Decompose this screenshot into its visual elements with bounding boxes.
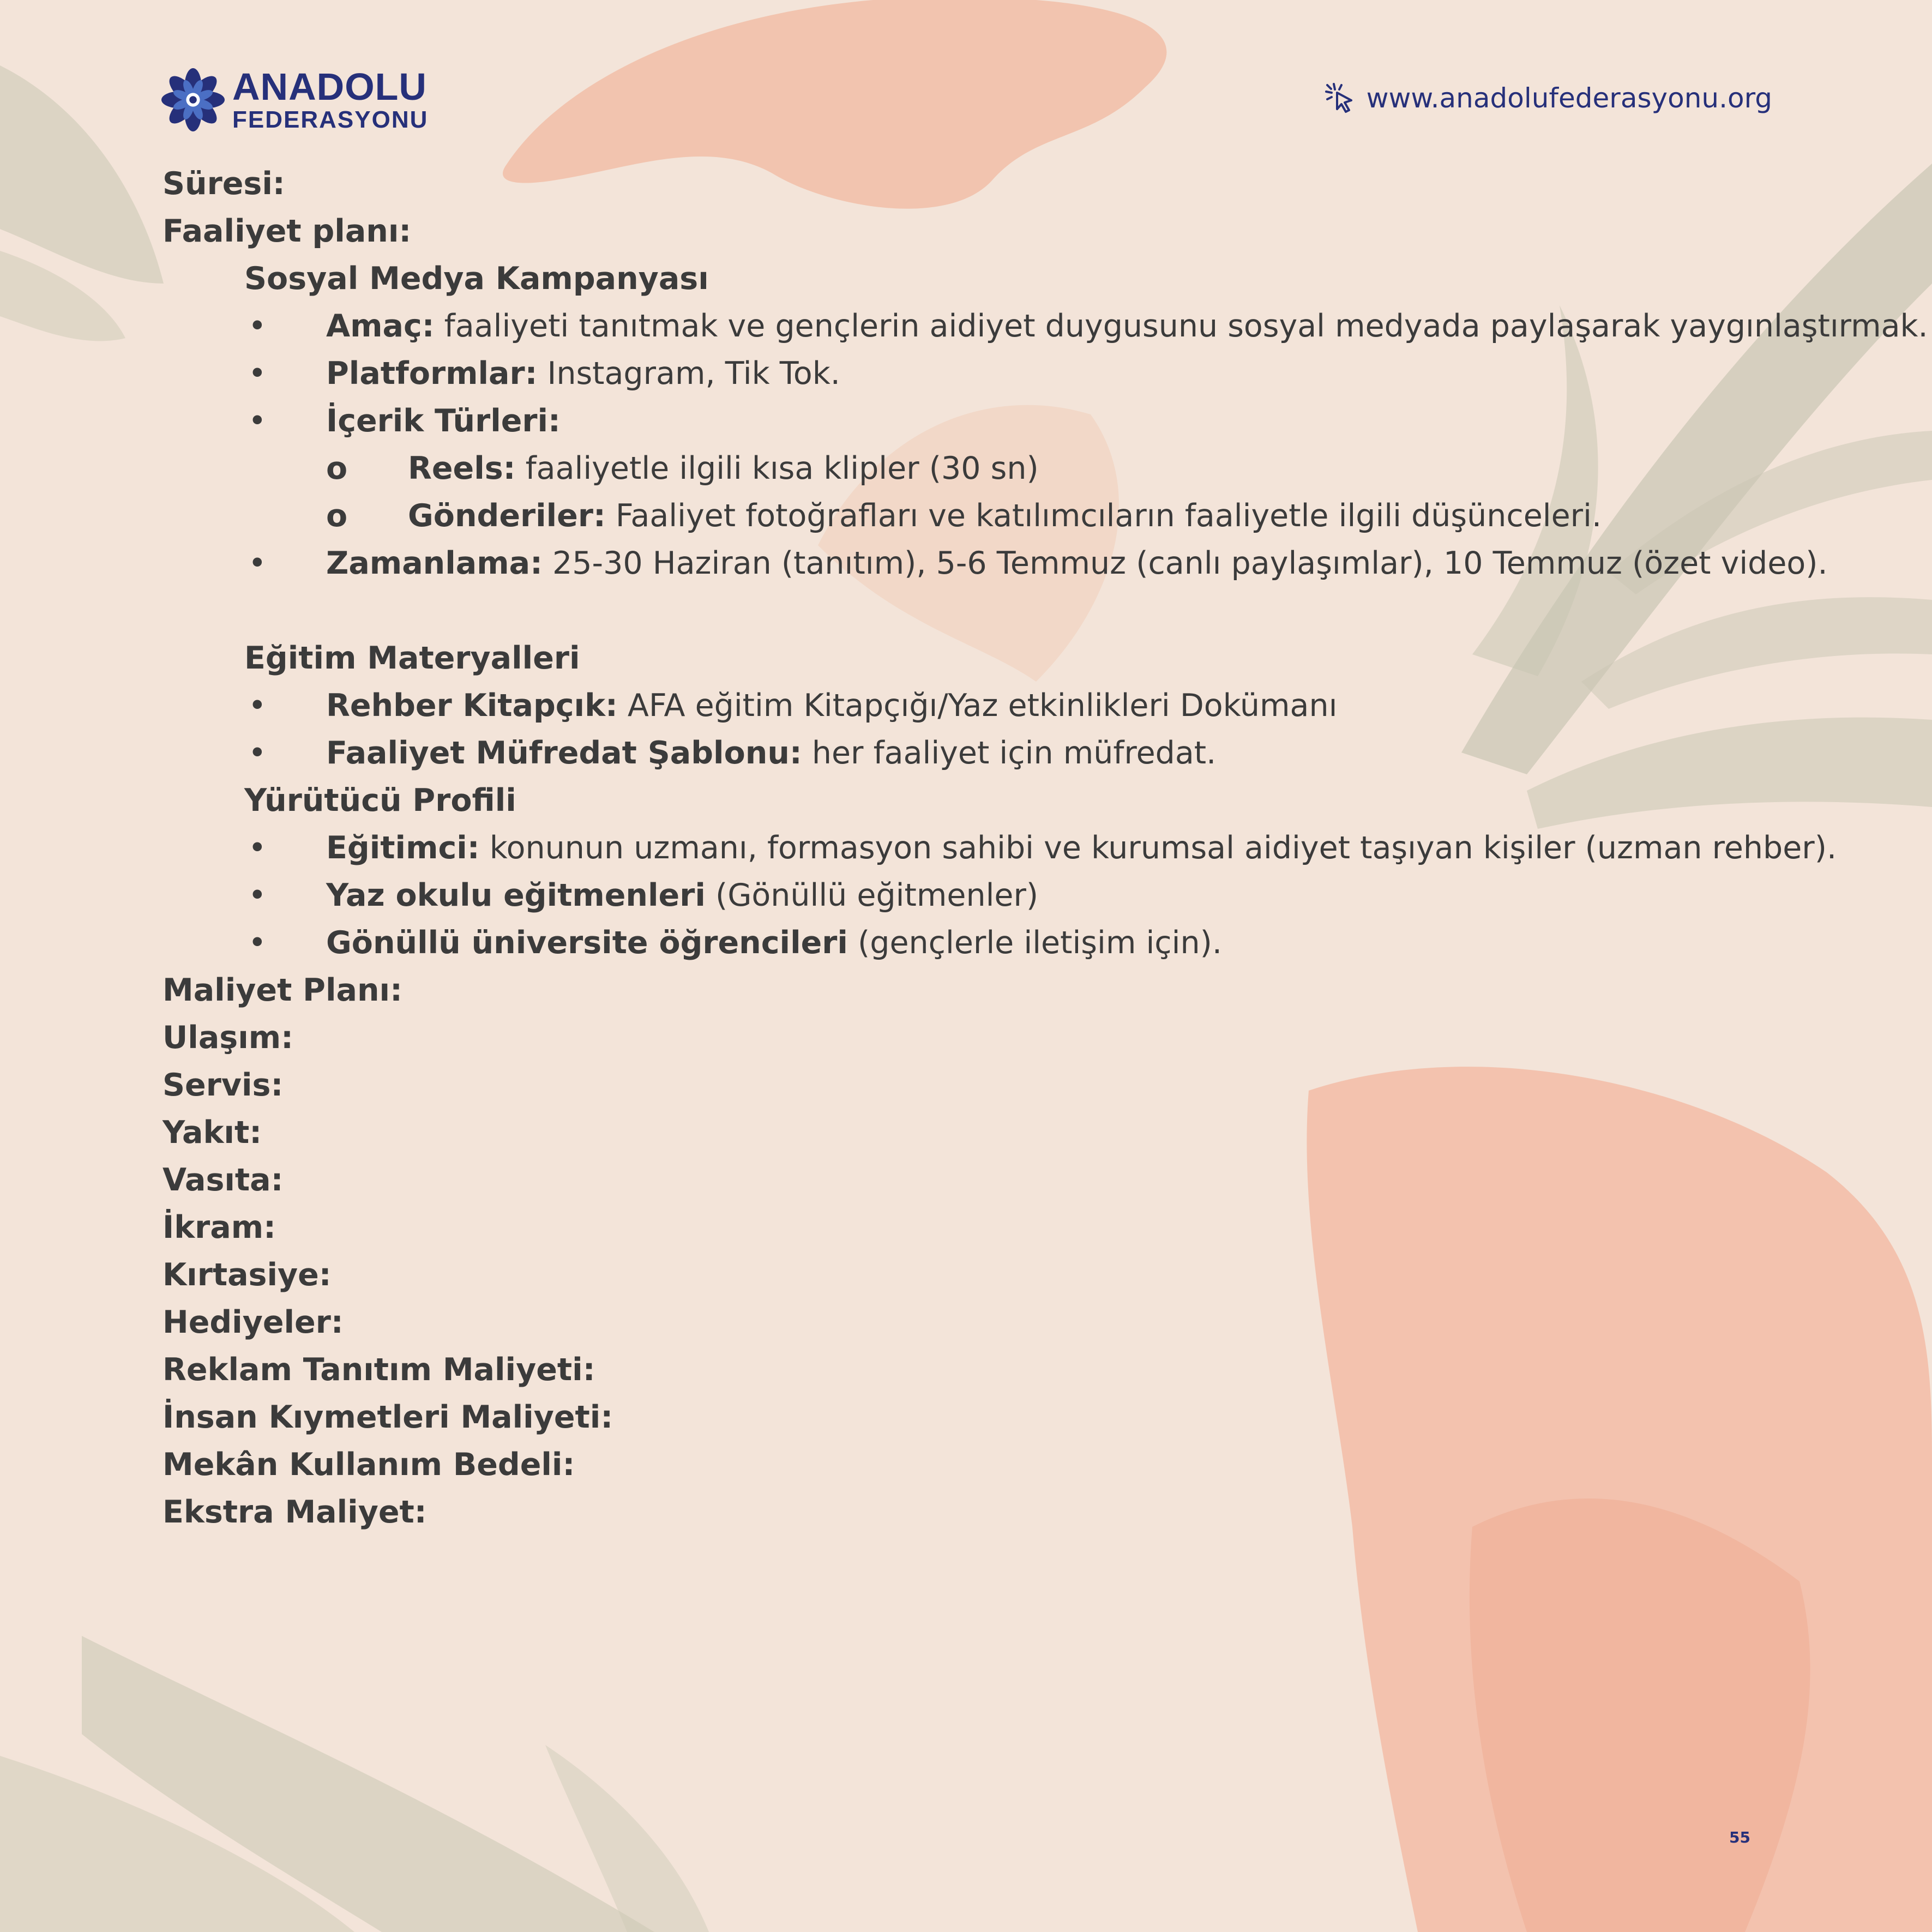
rehber-label: Rehber Kitapçık: [326,688,618,724]
reklam-maliyeti-label: Reklam Tanıtım Maliyeti: [162,1352,595,1388]
rehber-text: AFA eğitim Kitapçığı/Yaz etkinlikleri Dokümanı [617,688,1338,724]
bullet: • [248,308,267,344]
egitimci-text: konunun uzmanı, formasyon sahibi ve kurumsal aidiyet taşıyan kişiler (uzman rehber). [479,830,1837,866]
sub-bullet: o [326,498,348,534]
kirtasiye-label: Kırtasiye: [162,1257,332,1293]
logo-name: ANADOLU [232,65,427,108]
bullet: • [248,356,267,392]
ikram-label: İkram: [162,1209,276,1245]
yaz-okulu-item [326,877,1039,913]
gonullu-item [326,925,1222,961]
hediyeler-label: Hediyeler: [162,1304,344,1340]
zaman-text: 25-30 Haziran (tanıtım), 5-6 Temmuz (canlı paylaşımlar), 10 Temmuz (özet video). [542,545,1828,581]
bullet: • [248,877,267,913]
website-url: www.anadolufederasyonu.org [1366,82,1772,114]
mekan-bedeli-label: Mekân Kullanım Bedeli: [162,1447,575,1483]
sub-bullet: o [326,450,348,486]
bullet: • [248,925,267,961]
logo-subtitle: FEDERASYONU [232,106,429,133]
reels-label: Reels: [408,450,516,486]
platform-item [326,356,840,392]
gonullu-label: Gönüllü üniversite öğrencileri [326,925,848,961]
gonderi-text: Faaliyet fotoğrafları ve katılımcıların faaliyetle ilgili düşünceleri. [605,498,1602,534]
maliyet-plani-label: Maliyet Planı: [162,972,402,1008]
bullet: • [248,830,267,866]
bullet: • [248,403,267,439]
egitimci-item [326,830,1837,866]
yurutucu-heading: Yürütücü Profili [244,783,516,818]
bullet: • [248,688,267,724]
mufredat-item [326,735,1217,771]
bullet: • [248,735,267,771]
anadolu-federasyonu-logo[interactable] [161,65,429,133]
gonderi-label: Gönderiler: [408,498,606,534]
zaman-item [326,545,1828,581]
amac-text: faaliyeti tanıtmak ve gençlerin aidiyet duygusunu sosyal medyada paylaşarak yaygınlaştırmak. [434,308,1928,344]
rehber-item [326,688,1338,724]
zaman-label: Zamanlama: [326,545,543,581]
platform-text: Instagram, Tik Tok. [537,356,840,392]
bullet: • [248,545,267,581]
vasita-label: Vasıta: [162,1162,284,1198]
cursor-click-icon [1323,81,1358,116]
suresi-label: Süresi: [162,166,285,202]
mufredat-text: her faaliyet için müfredat. [802,735,1217,771]
reels-item [408,450,1039,486]
yaz-okulu-text: (Gönüllü eğitmenler) [705,877,1039,913]
gonderi-item [408,498,1602,534]
flower-logo-icon [161,68,225,131]
page-number: 55 [1729,1828,1750,1846]
egitim-heading: Eğitim Materyalleri [244,640,580,676]
platform-label: Platformlar: [326,356,538,392]
icerik-label: İçerik Türleri: [326,403,561,439]
yaz-okulu-label: Yaz okulu eğitmenleri [326,877,706,913]
egitimci-label: Eğitimci: [326,830,480,866]
servis-label: Servis: [162,1067,284,1103]
yakit-label: Yakıt: [162,1115,262,1151]
website-link[interactable] [1323,81,1772,116]
reels-text: faaliyetle ilgili kısa klipler (30 sn) [515,450,1039,486]
sosyal-medya-heading: Sosyal Medya Kampanyası [244,261,709,297]
faaliyet-plani-label: Faaliyet planı: [162,213,412,249]
amac-label: Amaç: [326,308,435,344]
mufredat-label: Faaliyet Müfredat Şablonu: [326,735,802,771]
gonullu-text: (gençlerle iletişim için). [847,925,1222,961]
amac-item [326,308,1928,344]
ekstra-maliyet-label: Ekstra Maliyet: [162,1494,427,1530]
insan-kiymetleri-label: İnsan Kıymetleri Maliyeti: [162,1399,613,1435]
ulasim-label: Ulaşım: [162,1020,293,1056]
